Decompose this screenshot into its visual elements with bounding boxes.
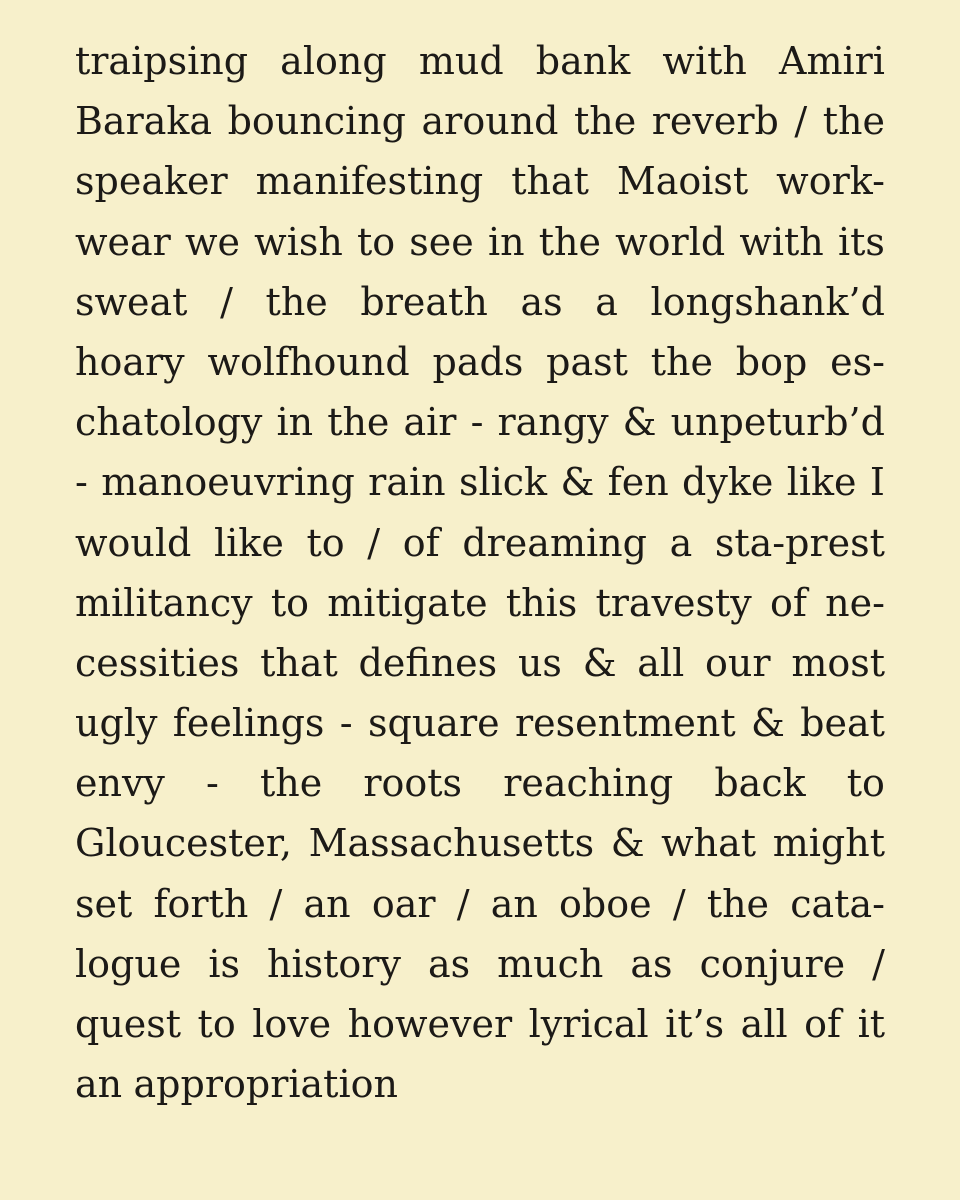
poem-word: envy bbox=[75, 761, 165, 806]
poem-word: ne- bbox=[825, 580, 885, 625]
poem-word: speaker bbox=[75, 159, 228, 204]
poem-word: with bbox=[662, 39, 747, 83]
poem-word: us bbox=[517, 640, 562, 685]
poem-word: slick bbox=[458, 460, 548, 505]
poem-line bbox=[75, 272, 885, 332]
poem-word: & bbox=[582, 640, 617, 685]
poem-word: our bbox=[705, 640, 771, 685]
poem-word: however bbox=[347, 1002, 513, 1046]
poem-word: what bbox=[661, 821, 757, 866]
poem-word: oboe bbox=[559, 881, 652, 926]
poem-word: all bbox=[637, 640, 685, 685]
poem-line bbox=[75, 813, 885, 873]
poem-word: with bbox=[739, 219, 824, 264]
poem-word: air bbox=[403, 400, 457, 445]
poem-word: cessities bbox=[75, 640, 240, 685]
poem-line bbox=[75, 633, 885, 693]
poem-word: forth bbox=[153, 881, 249, 926]
poem-word: wear bbox=[75, 219, 171, 264]
poem-word: an bbox=[490, 881, 538, 926]
poem-word: would bbox=[75, 520, 192, 565]
poem-word: as bbox=[630, 941, 673, 986]
poem-word: an bbox=[75, 1062, 123, 1107]
poem-word: the bbox=[260, 761, 323, 806]
poem-line bbox=[75, 994, 885, 1054]
poem-word: to bbox=[306, 520, 345, 565]
poem-word: / bbox=[672, 881, 686, 926]
poem-word: lyrical bbox=[528, 1002, 649, 1046]
poem-word: mitigate bbox=[327, 580, 488, 625]
poem-word: to bbox=[356, 219, 396, 264]
poem-word: the bbox=[538, 219, 601, 264]
poem-word: of bbox=[804, 1002, 842, 1046]
poem-word: roots bbox=[363, 761, 463, 806]
poem-word: the bbox=[574, 99, 637, 144]
poem-word: around bbox=[421, 99, 559, 144]
poem-word: an bbox=[303, 881, 351, 926]
poem-word: as bbox=[427, 941, 471, 986]
poem-word: a bbox=[669, 520, 693, 565]
poem-word: bouncing bbox=[227, 99, 406, 144]
poem-word: all bbox=[740, 1002, 788, 1046]
poem-word: / bbox=[456, 881, 470, 926]
poem-word: longshank’d bbox=[650, 279, 885, 324]
poem-word: traipsing bbox=[75, 39, 249, 83]
poem-word: quest bbox=[75, 1002, 182, 1046]
poem-word: breath bbox=[360, 279, 488, 324]
poem-word: Amiri bbox=[779, 39, 885, 83]
poem-word: conjure bbox=[699, 941, 846, 986]
poem-word: / bbox=[269, 881, 283, 926]
poem-word: travesty bbox=[595, 580, 752, 625]
poem-word: to bbox=[846, 761, 885, 806]
poem-word: to bbox=[197, 1002, 236, 1046]
poem-word: work- bbox=[776, 159, 885, 204]
poem-word: rain bbox=[368, 460, 446, 505]
poem-word: square bbox=[368, 701, 500, 746]
poem-word: cata- bbox=[790, 881, 885, 926]
poem-line bbox=[75, 934, 885, 994]
poem-word: reaching bbox=[503, 761, 674, 806]
poem-word: bank bbox=[535, 39, 631, 83]
poem-word: the bbox=[706, 881, 770, 926]
poem-word: is bbox=[208, 941, 240, 986]
poem-word: feelings bbox=[172, 701, 325, 746]
poem-word: fen bbox=[607, 460, 669, 505]
poem-word: & bbox=[560, 460, 595, 505]
poem-word: oar bbox=[371, 881, 436, 926]
poem-word: like bbox=[786, 460, 857, 505]
poem-line bbox=[75, 573, 885, 633]
poem-line bbox=[75, 753, 885, 813]
poem-word: of bbox=[402, 520, 440, 565]
poem-line bbox=[75, 151, 885, 211]
poem-word: Gloucester, bbox=[75, 821, 292, 866]
poem-word: defines bbox=[358, 640, 498, 685]
poem-word: - bbox=[470, 400, 484, 445]
poem-word: the bbox=[327, 400, 390, 445]
poem-word: that bbox=[511, 159, 589, 204]
poem-word: I bbox=[869, 460, 885, 505]
poem-word: beat bbox=[800, 701, 885, 746]
poem-word: manoeuvring bbox=[101, 460, 355, 505]
poem-word: / bbox=[794, 99, 808, 144]
poem-line bbox=[75, 874, 885, 934]
poem-word: rangy bbox=[497, 400, 609, 445]
poem-word: along bbox=[280, 39, 387, 83]
poem-word: the bbox=[265, 279, 328, 324]
poem-word: a bbox=[595, 279, 618, 324]
poem-word: Maoist bbox=[616, 159, 749, 204]
poem-word: sweat bbox=[75, 279, 188, 324]
poem-word: Massachusetts bbox=[308, 821, 595, 866]
poem-word: its bbox=[837, 219, 885, 264]
poem-word: es- bbox=[830, 339, 885, 384]
poem-word: that bbox=[260, 640, 338, 685]
poem-word: in bbox=[276, 400, 314, 445]
poem-word: appropriation bbox=[133, 1062, 398, 1107]
poem-word: most bbox=[791, 640, 885, 685]
poem-line bbox=[75, 91, 885, 151]
poem-word: in bbox=[487, 219, 525, 264]
poem-line bbox=[75, 31, 885, 91]
poem-word: it bbox=[857, 1002, 885, 1046]
poem-word: much bbox=[497, 941, 604, 986]
poem-word: to bbox=[270, 580, 310, 625]
poem-word: see bbox=[409, 219, 474, 264]
poem-word: pads bbox=[432, 339, 524, 384]
poem-word: - bbox=[339, 701, 353, 746]
poem-word: might bbox=[772, 821, 885, 866]
poem-word: & bbox=[610, 821, 645, 866]
poem-text bbox=[75, 31, 885, 1114]
poem-word: bop bbox=[735, 339, 808, 384]
poem-word: wish bbox=[254, 219, 343, 264]
poem-word: / bbox=[367, 520, 381, 565]
poem-word: / bbox=[872, 941, 885, 986]
poem-word: like bbox=[214, 520, 284, 565]
poem-word: resentment bbox=[514, 701, 736, 746]
poem-word: reverb bbox=[651, 99, 779, 144]
poem-word: militancy bbox=[75, 580, 253, 625]
poem-word: logue bbox=[75, 941, 182, 986]
poem-word: - bbox=[75, 460, 88, 505]
poem-word: unpeturb’d bbox=[670, 400, 885, 445]
poem-word: sta-prest bbox=[714, 520, 885, 565]
poem-line bbox=[75, 513, 885, 573]
poem-word: hoary bbox=[75, 339, 185, 384]
poem-word: this bbox=[505, 580, 578, 625]
poem-word: & bbox=[622, 400, 657, 445]
poem-word: love bbox=[252, 1002, 332, 1046]
poem-word: it’s bbox=[665, 1002, 725, 1046]
poem-word: the bbox=[822, 99, 885, 144]
poem-word: mud bbox=[418, 39, 504, 83]
poem-word: dreaming bbox=[462, 520, 647, 565]
poem-word: history bbox=[267, 941, 401, 986]
poem-word: ugly bbox=[75, 701, 158, 746]
poem-word: Baraka bbox=[75, 99, 213, 144]
poem-word: as bbox=[520, 279, 563, 324]
poem-line bbox=[75, 1054, 885, 1114]
poem-word: of bbox=[769, 580, 807, 625]
poem-line bbox=[75, 392, 885, 452]
poem-word: manifesting bbox=[255, 159, 484, 204]
poem-line bbox=[75, 693, 885, 753]
poem-line bbox=[75, 452, 885, 512]
poem-word: & bbox=[750, 701, 785, 746]
poem-word: back bbox=[714, 761, 806, 806]
poem-word: dyke bbox=[682, 460, 774, 505]
poem-word: set bbox=[75, 881, 133, 926]
poem-word: chatology bbox=[75, 400, 263, 445]
poem-word: / bbox=[220, 279, 233, 324]
poem-word: wolfhound bbox=[207, 339, 410, 384]
poem-word: - bbox=[206, 761, 219, 806]
poem-word: we bbox=[185, 219, 241, 264]
poem-word: past bbox=[546, 339, 628, 384]
poem-word: world bbox=[615, 219, 726, 264]
poem-line bbox=[75, 212, 885, 272]
poem-word: the bbox=[650, 339, 713, 384]
poem-line bbox=[75, 332, 885, 392]
